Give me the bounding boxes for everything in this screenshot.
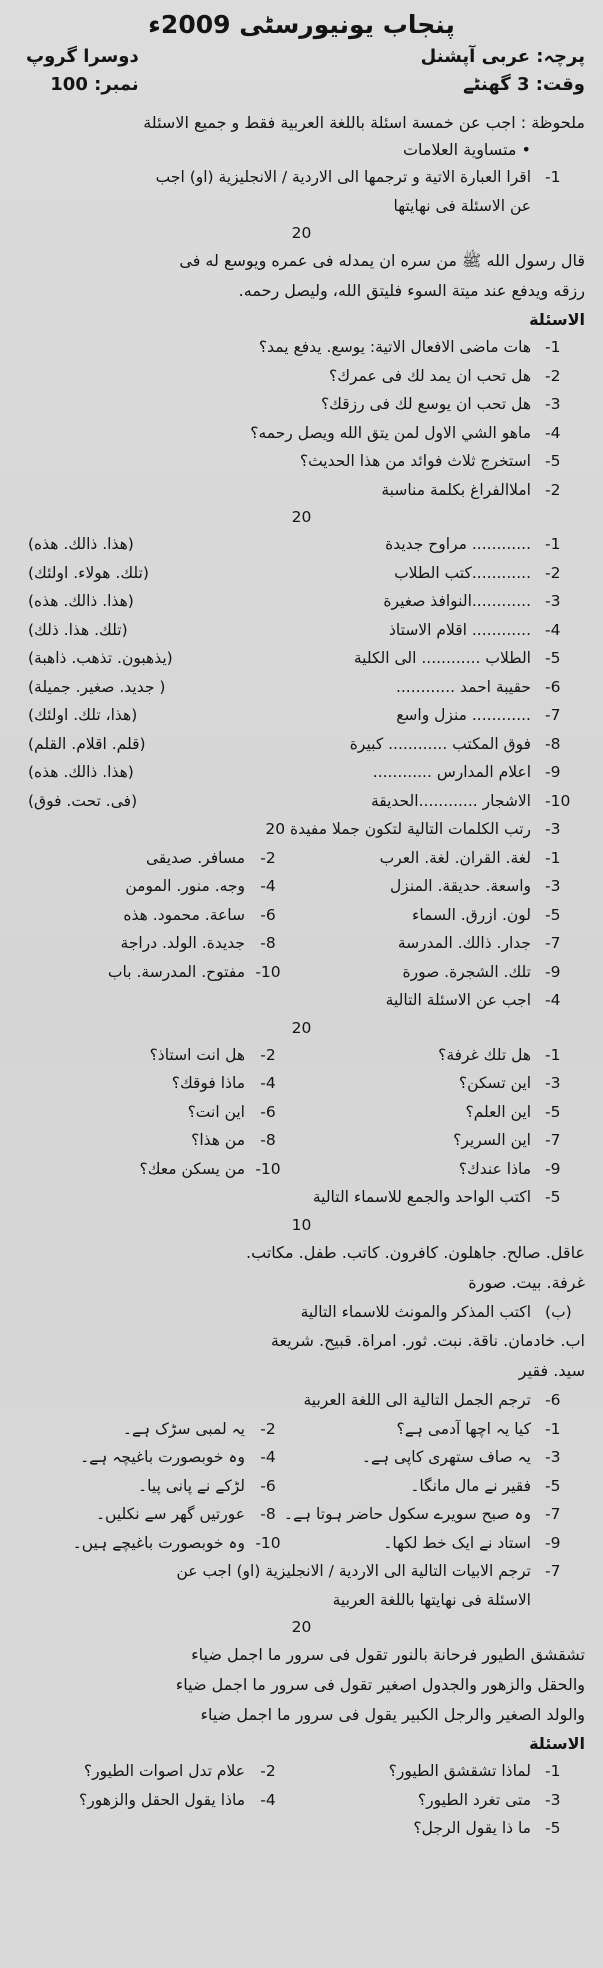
item-options: (هذا، تلك. اولئك) <box>28 706 138 724</box>
item-text: ............ مراوح جديدة <box>385 535 531 553</box>
verse-line: والحقل والزهور والجدول اصغير تقول فى سرور ما اجمل ضياء <box>175 1675 585 1694</box>
list-item <box>18 333 585 362</box>
item-text: اين العلم؟ <box>465 1102 531 1121</box>
questions-heading: الاسئلة <box>529 1734 585 1753</box>
item-number: -2 <box>260 1045 276 1064</box>
item-number: -1 <box>545 1045 561 1064</box>
verse-line: والولد الصغير والرجل الكبير يقول فى سرور ما اجمل ضياء <box>200 1705 585 1724</box>
item-options: (تلك. هذا. ذلك) <box>28 620 128 639</box>
item-options: (هذا. ذالك. هذه) <box>28 763 134 781</box>
header-right <box>421 43 585 99</box>
item-number: -9 <box>545 1533 561 1552</box>
item-text: من هذا؟ <box>191 1131 245 1149</box>
item-options: (قلم. اقلام. القلم) <box>28 734 146 753</box>
item-number: -6 <box>260 905 276 924</box>
item-number: -2 <box>260 1762 276 1780</box>
item-number: -8 <box>260 934 276 952</box>
list-item <box>18 419 585 448</box>
item-number: -4 <box>260 1074 276 1092</box>
item-number: -2 <box>260 1419 276 1438</box>
list-item <box>18 362 585 391</box>
question-number: -2 <box>545 480 561 499</box>
list-item <box>18 1757 585 1786</box>
paper-title: پنجاب یونیورسٹی 2009ء <box>148 10 455 39</box>
list-item <box>18 1069 585 1098</box>
item-text: جدار. ذالك. المدرسة <box>397 934 531 952</box>
question-5b <box>18 1298 585 1327</box>
item-text: اين تسكن؟ <box>458 1074 531 1092</box>
question-number: -3 <box>545 820 561 838</box>
list-item <box>18 1472 585 1501</box>
question-number: -5 <box>545 1188 561 1206</box>
word-list: سيد. فقير <box>518 1361 585 1380</box>
item-text: کیا یہ اچھا آدمی ہے؟ <box>396 1419 531 1438</box>
list-item <box>18 559 585 588</box>
item-text: ماذا فوقك؟ <box>171 1074 245 1092</box>
question-text: اكتب المذكر والمونث للاسماء التالية <box>300 1302 531 1321</box>
item-number: -9 <box>545 962 561 981</box>
item-text: هل تلك غرفة؟ <box>438 1045 531 1064</box>
instruction-note: ملحوظة : اجب عن خمسة اسئلة باللغة العربية فقط و جميع الاسئلة <box>143 113 585 132</box>
item-number: -3 <box>545 1448 561 1466</box>
item-number: -8 <box>260 1131 276 1149</box>
item-number: -10 <box>255 1159 281 1178</box>
item-text: مسافر. صديقى <box>145 848 245 867</box>
item-options: (يذهبون. تذهب. ذاهبة) <box>28 649 173 667</box>
item-number: -2 <box>545 366 561 385</box>
item-text: هل تحب ان يمد لك فى عمرك؟ <box>329 366 531 385</box>
list-item <box>18 644 585 673</box>
list-item <box>18 701 585 730</box>
item-text: اعلام المدارس ............ <box>372 763 531 781</box>
item-options: (فى. تحت. فوق) <box>28 791 138 810</box>
item-text: ............ اقلام الاستاذ <box>389 620 531 639</box>
item-text: متى تغرد الطيور؟ <box>417 1790 531 1809</box>
item-options: (هذا. ذالك. هذه) <box>28 535 134 553</box>
item-text: علام تدل اصوات الطيور؟ <box>83 1762 245 1780</box>
question-7 <box>18 1557 585 1586</box>
item-number: -7 <box>545 706 561 724</box>
item-text: ماهو الشي الاول لمن يتق الله ويصل رحمه؟ <box>250 423 531 442</box>
marks-label: 20 <box>291 1618 312 1636</box>
item-number: -3 <box>545 877 561 895</box>
instruction-note-cont: • متساوية العلامات <box>402 140 531 159</box>
hadith-line: رزقه ويدفع عند ميتة السوء فليتق الله، وليصل رحمه. <box>238 281 585 300</box>
item-number: -6 <box>545 677 561 696</box>
item-number: -5 <box>545 452 561 470</box>
item-number: -7 <box>545 1505 561 1523</box>
item-number: -4 <box>260 877 276 895</box>
question-text: اجب عن الاسئلة التالية <box>385 991 531 1009</box>
list-item <box>18 787 585 816</box>
item-text: یہ لمبی سڑک ہے۔ <box>122 1419 245 1438</box>
list-item <box>18 1529 585 1558</box>
item-number: -4 <box>260 1448 276 1466</box>
marks-label: 10 <box>291 1215 312 1234</box>
list-item <box>18 929 585 958</box>
list-item <box>18 872 585 901</box>
paper-total-marks: نمبر: 100 <box>50 74 139 95</box>
item-text: تلك. الشجرة. صورة <box>402 962 531 981</box>
item-text: جديدة. الولد. دراجة <box>120 934 245 952</box>
item-text: ماذا عندك؟ <box>458 1159 531 1178</box>
question-number: -4 <box>545 991 561 1009</box>
word-list: اب. خادمان. ناقة. نبت. ثور. امراة. قبيح. شريعة <box>270 1331 585 1350</box>
item-number: -8 <box>260 1505 276 1523</box>
item-text: فوق المكتب ............ كبيرة <box>349 734 531 753</box>
list-item <box>18 901 585 930</box>
list-item <box>18 1098 585 1127</box>
item-number: -1 <box>545 535 561 553</box>
question-text: اقرا العبارة الاتية و ترجمها الى الاردية / الانجليزية (او) اجب <box>155 168 531 186</box>
item-number: -4 <box>260 1790 276 1809</box>
question-number: -6 <box>545 1391 561 1409</box>
paper-time: وقت: 3 گھنٹے <box>463 74 585 95</box>
word-list: غرفة. بيت. صورة <box>468 1272 585 1292</box>
question-1-cont <box>18 192 585 221</box>
item-number: -5 <box>545 1102 561 1121</box>
item-number: -4 <box>545 620 561 639</box>
item-number: -8 <box>545 734 561 753</box>
list-item <box>18 530 585 559</box>
paper-group: دوسرا گروپ <box>26 46 139 67</box>
item-number: -3 <box>545 395 561 413</box>
list-item <box>18 673 585 702</box>
item-text: مفتوح. المدرسة. باب <box>107 962 245 981</box>
list-item <box>18 1155 585 1184</box>
item-number: -9 <box>545 1159 561 1178</box>
item-number: -5 <box>545 1819 561 1837</box>
item-text: هات ماضى الافعال الاتية: يوسع. يدفع يمد؟ <box>258 338 531 356</box>
item-number: -6 <box>260 1476 276 1495</box>
question-text: عن الاسئلة فى نهايتها <box>393 196 531 215</box>
item-number: -10 <box>255 962 281 981</box>
item-text: ............النوافذ صغيرة <box>383 592 531 610</box>
item-number: -3 <box>545 592 561 610</box>
item-number: -1 <box>545 848 561 867</box>
item-text: وجه. منور. المومن <box>125 877 245 895</box>
item-number: -5 <box>545 1476 561 1495</box>
question-text: ترجم الابيات التالية الى الاردية / الانجليزية (او) اجب عن <box>176 1562 531 1580</box>
item-number: -7 <box>545 1131 561 1149</box>
item-number: -4 <box>545 423 561 442</box>
list-item <box>18 1786 585 1815</box>
list-item <box>18 1126 585 1155</box>
marks-label: 20 <box>291 508 312 526</box>
list-item <box>18 844 585 873</box>
paper-subject: پرچہ: عربی آپشنل <box>420 46 585 67</box>
question-text: املاالفراغ بكلمة مناسبة <box>381 480 531 499</box>
question-2 <box>18 476 585 505</box>
list-item <box>18 730 585 759</box>
item-text: لون. ازرق. السماء <box>412 905 531 924</box>
item-number: -10 <box>255 1533 281 1552</box>
item-text: وہ خوبصورت باغیچے ہیں۔ <box>72 1533 245 1552</box>
item-text: من يسكن معك؟ <box>139 1159 245 1178</box>
item-number: -5 <box>545 905 561 924</box>
list-item <box>18 958 585 987</box>
item-text: لغة. القران. لغة. العرب <box>379 848 531 867</box>
question-7-cont <box>18 1586 585 1615</box>
paper-header <box>18 43 585 109</box>
item-text: واسعة. حديقة. المنزل <box>390 877 531 895</box>
list-item <box>18 758 585 787</box>
question-3 <box>18 815 585 844</box>
question-number: -1 <box>545 168 561 186</box>
list-item <box>18 1443 585 1472</box>
item-number: -3 <box>545 1790 561 1809</box>
item-options: (تلك. هولاء. اولئك) <box>28 563 149 582</box>
question-number: (ب) <box>545 1302 572 1321</box>
question-text: ترجم الجمل التالية الى اللغة العربية <box>303 1391 531 1409</box>
item-number: -2 <box>545 563 561 582</box>
item-text: استاد نے ایک خط لکھا۔ <box>383 1533 531 1552</box>
item-text: ساعة. محمود. هذه <box>123 905 245 924</box>
marks-label: 20 <box>291 1018 312 1037</box>
item-text: الطلاب ............ الى الكلية <box>353 649 531 667</box>
list-item <box>18 587 585 616</box>
word-list: عاقل. صالح. جاهلون. كافرون. كاتب. طفل. مكاتب. <box>246 1242 585 1262</box>
item-options: (هذا. ذالك. هذه) <box>28 592 134 610</box>
item-number: -1 <box>545 338 561 356</box>
list-item <box>18 390 585 419</box>
item-text: الاشجار ............الحديقة <box>370 791 531 810</box>
item-text: استخرج ثلاث فوائد من هذا الحديث؟ <box>299 452 531 470</box>
item-text: لڑکے نے پانی پیا۔ <box>138 1476 245 1495</box>
item-text: وہ خوبصورت باغیچہ ہے۔ <box>80 1448 245 1466</box>
item-number: -1 <box>545 1762 561 1780</box>
list-item <box>18 1415 585 1444</box>
item-number: -9 <box>545 763 561 781</box>
item-text: ما ذا يقول الرجل؟ <box>413 1819 531 1837</box>
item-options: ( جديد. صغير. جميلة) <box>28 677 166 696</box>
list-item <box>18 1814 585 1843</box>
item-text: یہ صاف ستھری کاپی ہے۔ <box>361 1448 531 1466</box>
item-number: -3 <box>545 1074 561 1092</box>
item-number: -7 <box>545 934 561 952</box>
marks-label: 20 <box>291 224 312 242</box>
questions-heading: الاسئلة <box>529 310 585 329</box>
question-text: اكتب الواحد والجمع للاسماء التالية <box>312 1188 531 1206</box>
list-item <box>18 1500 585 1529</box>
item-text: فقیر نے مال مانگا۔ <box>410 1476 531 1495</box>
item-text: ............كتب الطلاب <box>394 563 531 582</box>
question-6 <box>18 1386 585 1415</box>
question-number: -7 <box>545 1562 561 1580</box>
question-1 <box>18 163 585 192</box>
question-5 <box>18 1183 585 1212</box>
item-text: هل انت استاذ؟ <box>149 1045 245 1064</box>
item-text: ماذا يقول الحقل والزهور؟ <box>78 1790 245 1809</box>
list-item <box>18 447 585 476</box>
list-item <box>18 616 585 645</box>
header-left <box>26 43 139 99</box>
question-text: الاسئلة فى نهايتها باللغة العربية <box>332 1590 531 1609</box>
verse-line: تشقشق الطيور فرحانة بالنور تقول فى سرور ما اجمل ضياء <box>191 1645 585 1664</box>
list-item <box>18 1041 585 1070</box>
item-text: ............ منزل واسع <box>396 706 531 724</box>
item-number: -10 <box>545 791 571 810</box>
item-number: -5 <box>545 649 561 667</box>
item-text: اين السرير؟ <box>453 1131 531 1149</box>
hadith-line: قال رسول الله ﷺ من سره ان يمدله فى عمره ويوسع له فى <box>179 251 585 270</box>
item-text: هل تحب ان يوسع لك فى رزقك؟ <box>320 395 531 413</box>
item-number: -1 <box>545 1419 561 1438</box>
item-number: -2 <box>260 848 276 867</box>
question-text: رتب الكلمات التالية لتكون جملا مفيدة 20 <box>265 820 531 838</box>
item-text: حقيبة احمد ............ <box>395 677 531 696</box>
item-text: اين انت؟ <box>187 1102 245 1121</box>
item-text: وہ صبح سویرے سکول حاضر ہوتا ہے۔ <box>283 1505 531 1523</box>
item-text: لماذا تشقشق الطيور؟ <box>388 1762 531 1780</box>
item-text: عورتیں گھر سے نکلیں۔ <box>95 1505 245 1523</box>
item-number: -6 <box>260 1102 276 1121</box>
question-4 <box>18 986 585 1015</box>
